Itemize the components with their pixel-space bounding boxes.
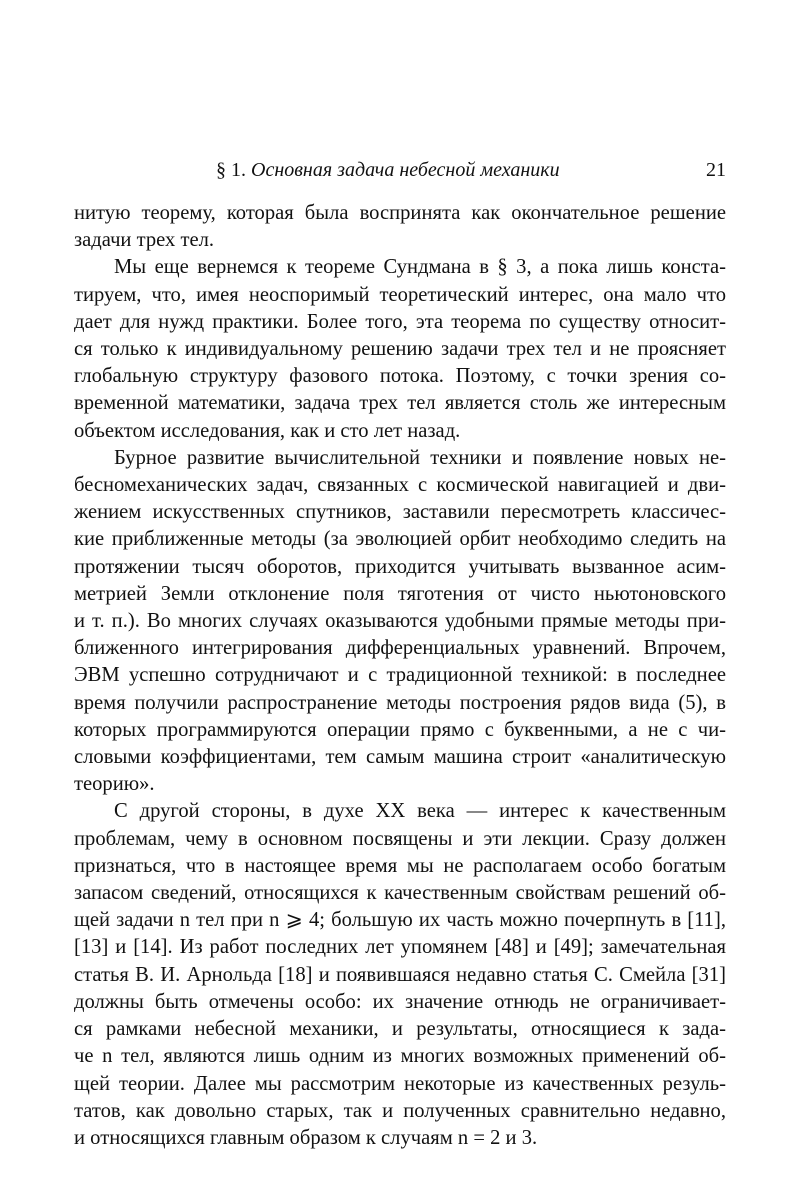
- text-line: признаться, что в настоящее время мы не располагаем особо богатым: [74, 854, 726, 877]
- paragraph: [74, 445, 726, 799]
- text-line: ся только к индивидуальному решению задачи трех тел и не проясняет: [74, 338, 726, 361]
- paragraph: [74, 798, 726, 1152]
- text-line: дает для нужд практики. Более того, эта теорема по существу относит-: [74, 310, 726, 333]
- text-line: протяжении тысяч оборотов, приходится учитывать вызванное асим-: [74, 555, 726, 578]
- text-line: С другой стороны, в духе XX века — интерес к качественным: [114, 800, 726, 823]
- text-line: Бурное развитие вычислительной техники и появление новых не-: [114, 446, 726, 469]
- text-line: статья В. И. Арнольда [18] и появившаяся недавно статья С. Смейла [31]: [74, 963, 726, 986]
- text-line: и относящихся главным образом к случаям n = 2 и 3.: [74, 1126, 538, 1149]
- book-page: [74, 0, 726, 1200]
- text-line: объектом исследования, как и сто лет назад.: [74, 419, 461, 442]
- text-line: метрией Земли отклонение поля тяготения от чисто ньютоновского: [74, 582, 726, 605]
- text-line: которых программируются операции прямо с буквенными, а не с чи-: [74, 718, 726, 741]
- text-line: че n тел, являются лишь одним из многих возможных применений об-: [74, 1045, 726, 1068]
- text-line: запасом сведений, относящихся к качественным свойствам решений об-: [74, 882, 726, 905]
- chapter-title: Основная задача небесной механики: [251, 159, 560, 181]
- text-line: нитую теорему, которая была воспринята как окончательное решение: [74, 202, 726, 224]
- text-line: жением искусственных спутников, заставили пересмотреть классичес-: [74, 501, 726, 524]
- text-line: теорию».: [74, 773, 155, 796]
- text-line: задачи трех тел.: [74, 229, 215, 252]
- body-text: [74, 200, 726, 1152]
- text-line: должны быть отмечены особо: их значение отнюдь не ограничивает-: [74, 990, 726, 1013]
- text-line: время получили распространение методы построения рядов вида (5), в: [74, 691, 726, 714]
- text-line: словыми коэффициентами, тем самым машина строит «аналитическую: [74, 746, 726, 769]
- text-line: татов, как довольно старых, так и полученных сравнительно недавно,: [74, 1099, 726, 1122]
- text-line: щей задачи n тел при n ⩾ 4; большую их часть можно почерпнуть в [11],: [74, 909, 726, 932]
- text-line: ближенного интегрирования дифференциальных уравнений. Впрочем,: [74, 637, 726, 660]
- text-line: щей теории. Далее мы рассмотрим некоторые из качественных резуль-: [74, 1072, 726, 1095]
- running-head: [74, 157, 726, 183]
- text-line: [13] и [14]. Из работ последних лет упомянем [48] и [49]; замечательная: [74, 936, 726, 959]
- running-title: [216, 157, 560, 183]
- text-line: ся рамками небесной механики, и результаты, относящиеся к зада-: [74, 1018, 726, 1041]
- text-line: глобальную структуру фазового потока. Поэтому, с точки зрения со-: [74, 365, 726, 388]
- text-line: временной математики, задача трех тел является столь же интересным: [74, 392, 726, 415]
- text-line: Мы еще вернемся к теореме Сундмана в § 3, а пока лишь конста-: [114, 256, 726, 279]
- text-line: ЭВМ успешно сотрудничают и с традиционной техникой: в последнее: [74, 664, 726, 687]
- text-line: проблемам, чему в основном посвящены и эти лекции. Сразу должен: [74, 827, 726, 850]
- paragraph: [74, 200, 726, 254]
- text-line: бесномеханических задач, связанных с космической навигацией и дви-: [74, 474, 726, 497]
- page-number: 21: [706, 159, 726, 181]
- text-line: кие приближенные методы (за эволюцией орбит необходимо следить на: [74, 528, 726, 551]
- text-line: и т. п.). Во многих случаях оказываются удобными прямые методы при-: [74, 610, 726, 633]
- section-mark: § 1.: [216, 159, 246, 181]
- paragraph: [74, 254, 726, 444]
- text-line: тируем, что, имея неоспоримый теоретический интерес, она мало что: [74, 283, 726, 306]
